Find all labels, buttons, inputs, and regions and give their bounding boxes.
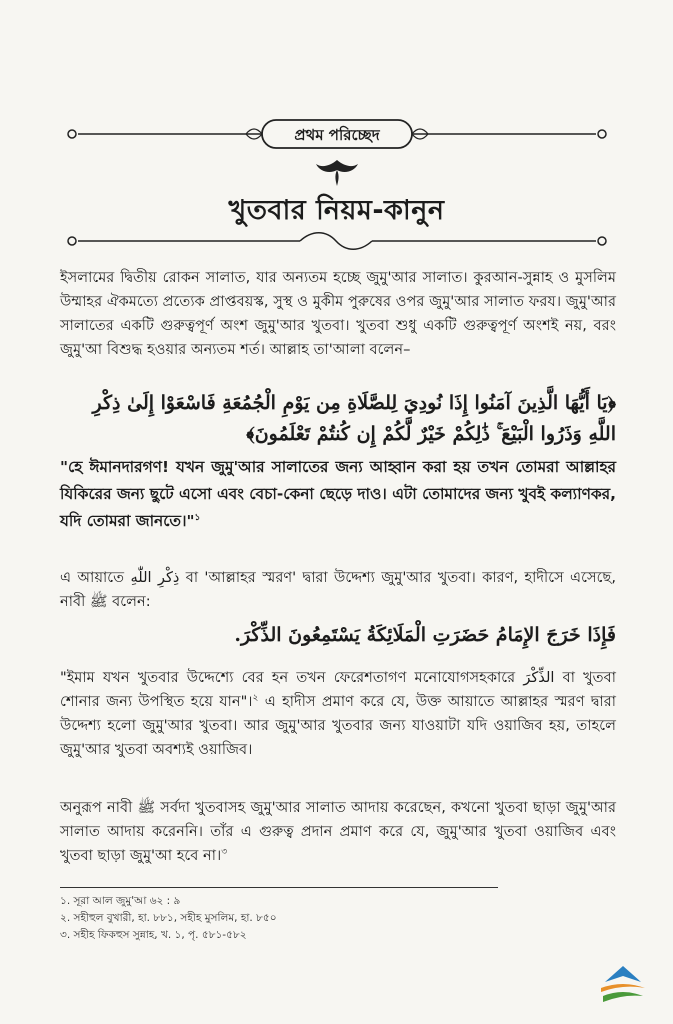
hadith-explanation: এ হাদীস প্রমাণ করে যে, উক্ত আয়াতে আল্লাহর স্মরণ দ্বারা উদ্দেশ্য হলো জুমু'আর খুতবা। আর জুমু'আর খুতবার জন্য যাওয়াটা যদি ওয়াজিব হয়, তাহলে জুমু'আর খুতবা অবশ্যই ওয়াজিব। <box>60 693 617 758</box>
footnote-ref-1: ১ <box>194 512 201 523</box>
quran-verse: ﴿يَا أَيُّهَا الَّذِينَ آمَنُوا إِذَا نُودِيَ لِلصَّلَاةِ مِن يَوْمِ الْجُمُعَةِ فَاسْعَوْا إِلَىٰ ذِكْرِ اللَّهِ وَذَرُوا الْبَيْعَ ۚ ذَٰلِكُمْ خَيْرٌ لَّكُمْ إِن كُنتُمْ تَعْلَمُونَ﴾ <box>92 392 616 445</box>
hadith-arabic: فَإِذَا خَرَجَ الإِمَامُ حَضَرَتِ الْمَلَائِكَةُ يَسْتَمِعُونَ الذِّكْرَ. <box>234 624 616 646</box>
footnote-ref-3: ৩ <box>221 847 228 858</box>
chapter-header <box>0 112 673 156</box>
hadith-translation: "ইমাম যখন খুতবার উদ্দেশ্যে বের হন তখন ফেরেশতাগণ মনোযোগসহকারে الذِّكْرَ বা খুতবা শোনার জন্য উপস্থিত হয়ে যান"। <box>60 669 616 710</box>
footnote-ref-2: ২ <box>252 693 259 704</box>
conclusion-text: অনুরূপ নাবী ﷺ সর্বদা খুতবাসহ জুমু'আর সালাত আদায় করেছেন, কখনো খুতবা ছাড়া জুমু'আর সালাত আদায় করেননি। তাঁর এ গুরুত্ব প্রদান প্রমাণ করে যে, জুমু'আর খুতবা ওয়াজিব এবং খুতবা ছাড়া জুমু'আ হবে না। <box>60 799 617 864</box>
page-title: খুতবার নিয়ম-কানুন <box>228 195 445 226</box>
title-underline-ornament <box>0 228 673 254</box>
footnotes <box>60 893 560 944</box>
intro-paragraph: ইসলামের দ্বিতীয় রোকন সালাত, যার অন্যতম হচ্ছে জুমু'আর সালাত। কুরআন-সুন্নাহ ও মুসলিম উম্মাহর ঐকমত্যে প্রত্যেক প্রাপ্তবয়স্ক, সুস্থ ও মুকীম পুরুষের ওপর জুমু'আর সালাত ফরয। জুমু'আর সালাতের একটি গুরুত্বপূর্ণ অংশ জুমু'আর খুতবা। খুতবা শুধু একটি গুরুত্বপূর্ণ অংশই নয়, বরং জুমু'আ বিশুদ্ধ হওয়ার অন্যতম শর্ত। আল্লাহ তা'আলা বলেন– <box>60 269 616 358</box>
verse-translation <box>60 454 616 535</box>
footnote-divider <box>60 887 498 888</box>
footnote-item: ১. সূরা আল জুমু'আ ৬২ : ৯ <box>60 895 181 907</box>
flourish-icon <box>310 158 364 188</box>
footnote-item: ২. সহীহুল বুখারী, হা. ৮৮১, সহীহ মুসলিম, হা. ৮৫০ <box>60 912 277 924</box>
hadith-paragraph <box>60 666 616 762</box>
verse-translation-text: "হে ঈমানদারগণ! যখন জুমু'আর সালাতের জন্য আহ্বান করা হয় তখন তোমরা আল্লাহর যিকিরের জন্য ছুটে এসো এবং বেচা-কেনা ছেড়ে দাও। এটা তোমাদের জন্য খুবই কল্যাণকর, যদি তোমরা জানতে।" <box>60 458 616 530</box>
explanation-paragraph: এ আয়াতে ذِكْرِ اللّٰهِ বা 'আল্লাহর স্মরণ' দ্বারা উদ্দেশ্য জুমু'আর খুতবা। কারণ, হাদীসে এসেছে, নাবী ﷺ বলেন: <box>60 569 617 610</box>
footnote-item: ৩. সহীহ ফিকহুস সুন্নাহ, খ. ১, পৃ. ৫৮১-৫৮২ <box>60 929 247 941</box>
publisher-logo-icon <box>595 962 651 1010</box>
chapter-label: প্রথম পরিচ্ছেদ <box>294 126 380 144</box>
conclusion-paragraph <box>60 796 616 868</box>
